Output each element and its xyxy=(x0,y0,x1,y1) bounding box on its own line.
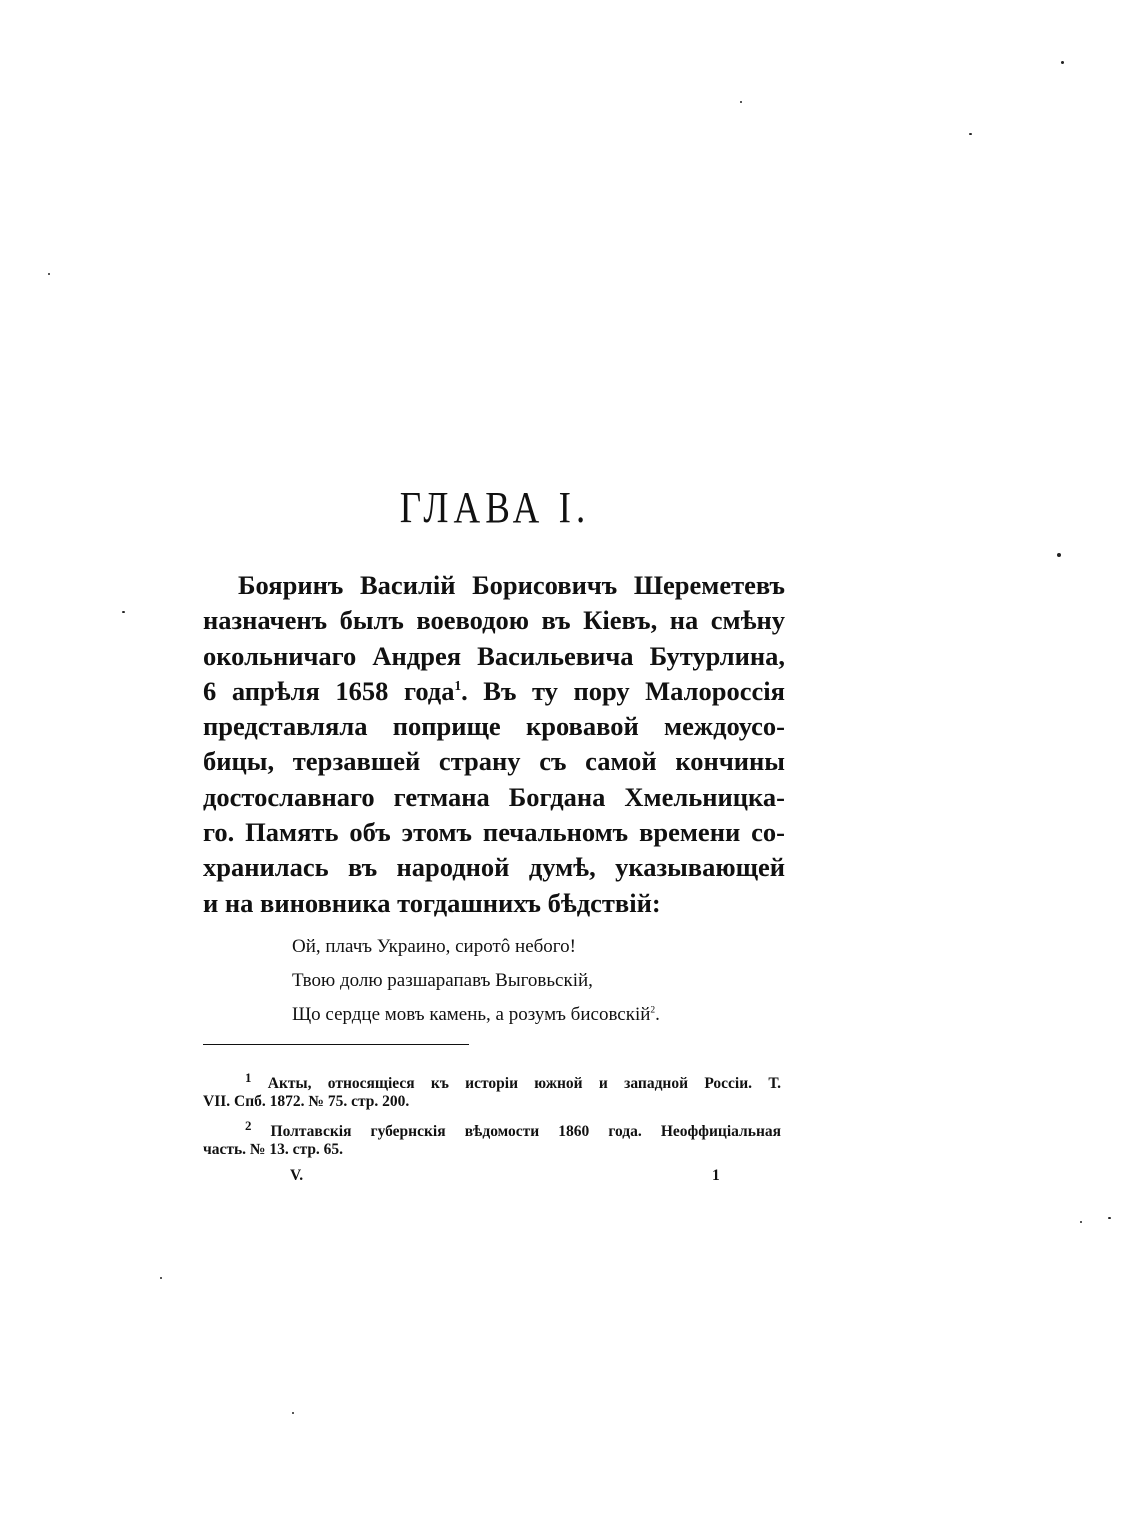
footnote-mark: 2 xyxy=(245,1118,252,1133)
body-line-part: . Въ ту пору Малороссія xyxy=(461,675,785,706)
scan-speck xyxy=(1108,1217,1111,1219)
body-line: представляла поприще кровавой междоусо- xyxy=(203,711,785,742)
verse-quote xyxy=(292,930,772,1032)
verse-line: Твою долю разшарапавъ Выговьскій, xyxy=(292,970,593,991)
footnote-2 xyxy=(203,1114,782,1141)
footnote-2-cont: часть. № 13. стр. 65. xyxy=(203,1141,344,1158)
body-line: бицы, терзавшей страну съ самой кончины xyxy=(203,746,785,777)
scan-speck xyxy=(1080,1221,1082,1223)
body-line: хранилась въ народной думѣ, указывающей xyxy=(203,852,785,883)
scan-speck xyxy=(292,1412,294,1414)
verse-line-with-note xyxy=(292,998,772,1032)
verse-end-punctuation: . xyxy=(655,1004,660,1025)
body-line: достославнаго гетмана Богдана Хмельницка- xyxy=(203,781,785,812)
footnote-separator xyxy=(203,1044,469,1045)
footnote-reference: 2 xyxy=(650,1005,656,1016)
body-line: назначенъ былъ воеводою въ Кіевъ, на смѣну xyxy=(203,605,785,636)
body-line-part: 6 апрѣля 1658 года xyxy=(203,675,455,706)
body-line: окольничаго Андрея Васильевича Бутурлина, xyxy=(203,640,785,671)
footnote-1 xyxy=(203,1066,782,1093)
chapter-body xyxy=(203,568,785,921)
body-line: Бояринъ Василій Борисовичъ Шереметевъ xyxy=(238,570,785,600)
footnote-1-cont: VII. Спб. 1872. № 75. стр. 200. xyxy=(203,1093,410,1110)
verse-line-text: Що сердце мовъ камень, а розумъ бисовскій xyxy=(292,1004,651,1025)
body-line: го. Память объ этомъ печальномъ времени со- xyxy=(203,817,785,848)
body-line-with-note xyxy=(203,674,785,709)
verse-line: Ой, плачъ Украино, сиротô небого! xyxy=(292,936,576,957)
footnote-text: Полтавскія губернскія вѣдомости 1860 года. Неоффиціальная xyxy=(270,1123,782,1141)
body-line: и на виновника тогдашнихъ бѣдствій: xyxy=(203,887,661,918)
scan-speck xyxy=(740,101,742,103)
scan-speck xyxy=(160,1277,162,1279)
page-number: 1 xyxy=(712,1167,720,1184)
scan-speck xyxy=(48,273,50,275)
footnote-reference: 1 xyxy=(454,678,462,694)
scan-speck xyxy=(122,611,125,613)
scan-speck xyxy=(969,133,972,135)
footnotes xyxy=(203,1066,781,1162)
scan-speck xyxy=(1061,61,1064,64)
footnote-text: Акты, относящіеся къ исторіи южной и западной Россіи. Т. xyxy=(267,1075,782,1093)
footnote-mark: 1 xyxy=(245,1070,252,1085)
chapter-title: ГЛАВА I. xyxy=(399,483,591,532)
printer-signature: V. xyxy=(290,1167,304,1184)
scan-speck xyxy=(1057,553,1061,557)
